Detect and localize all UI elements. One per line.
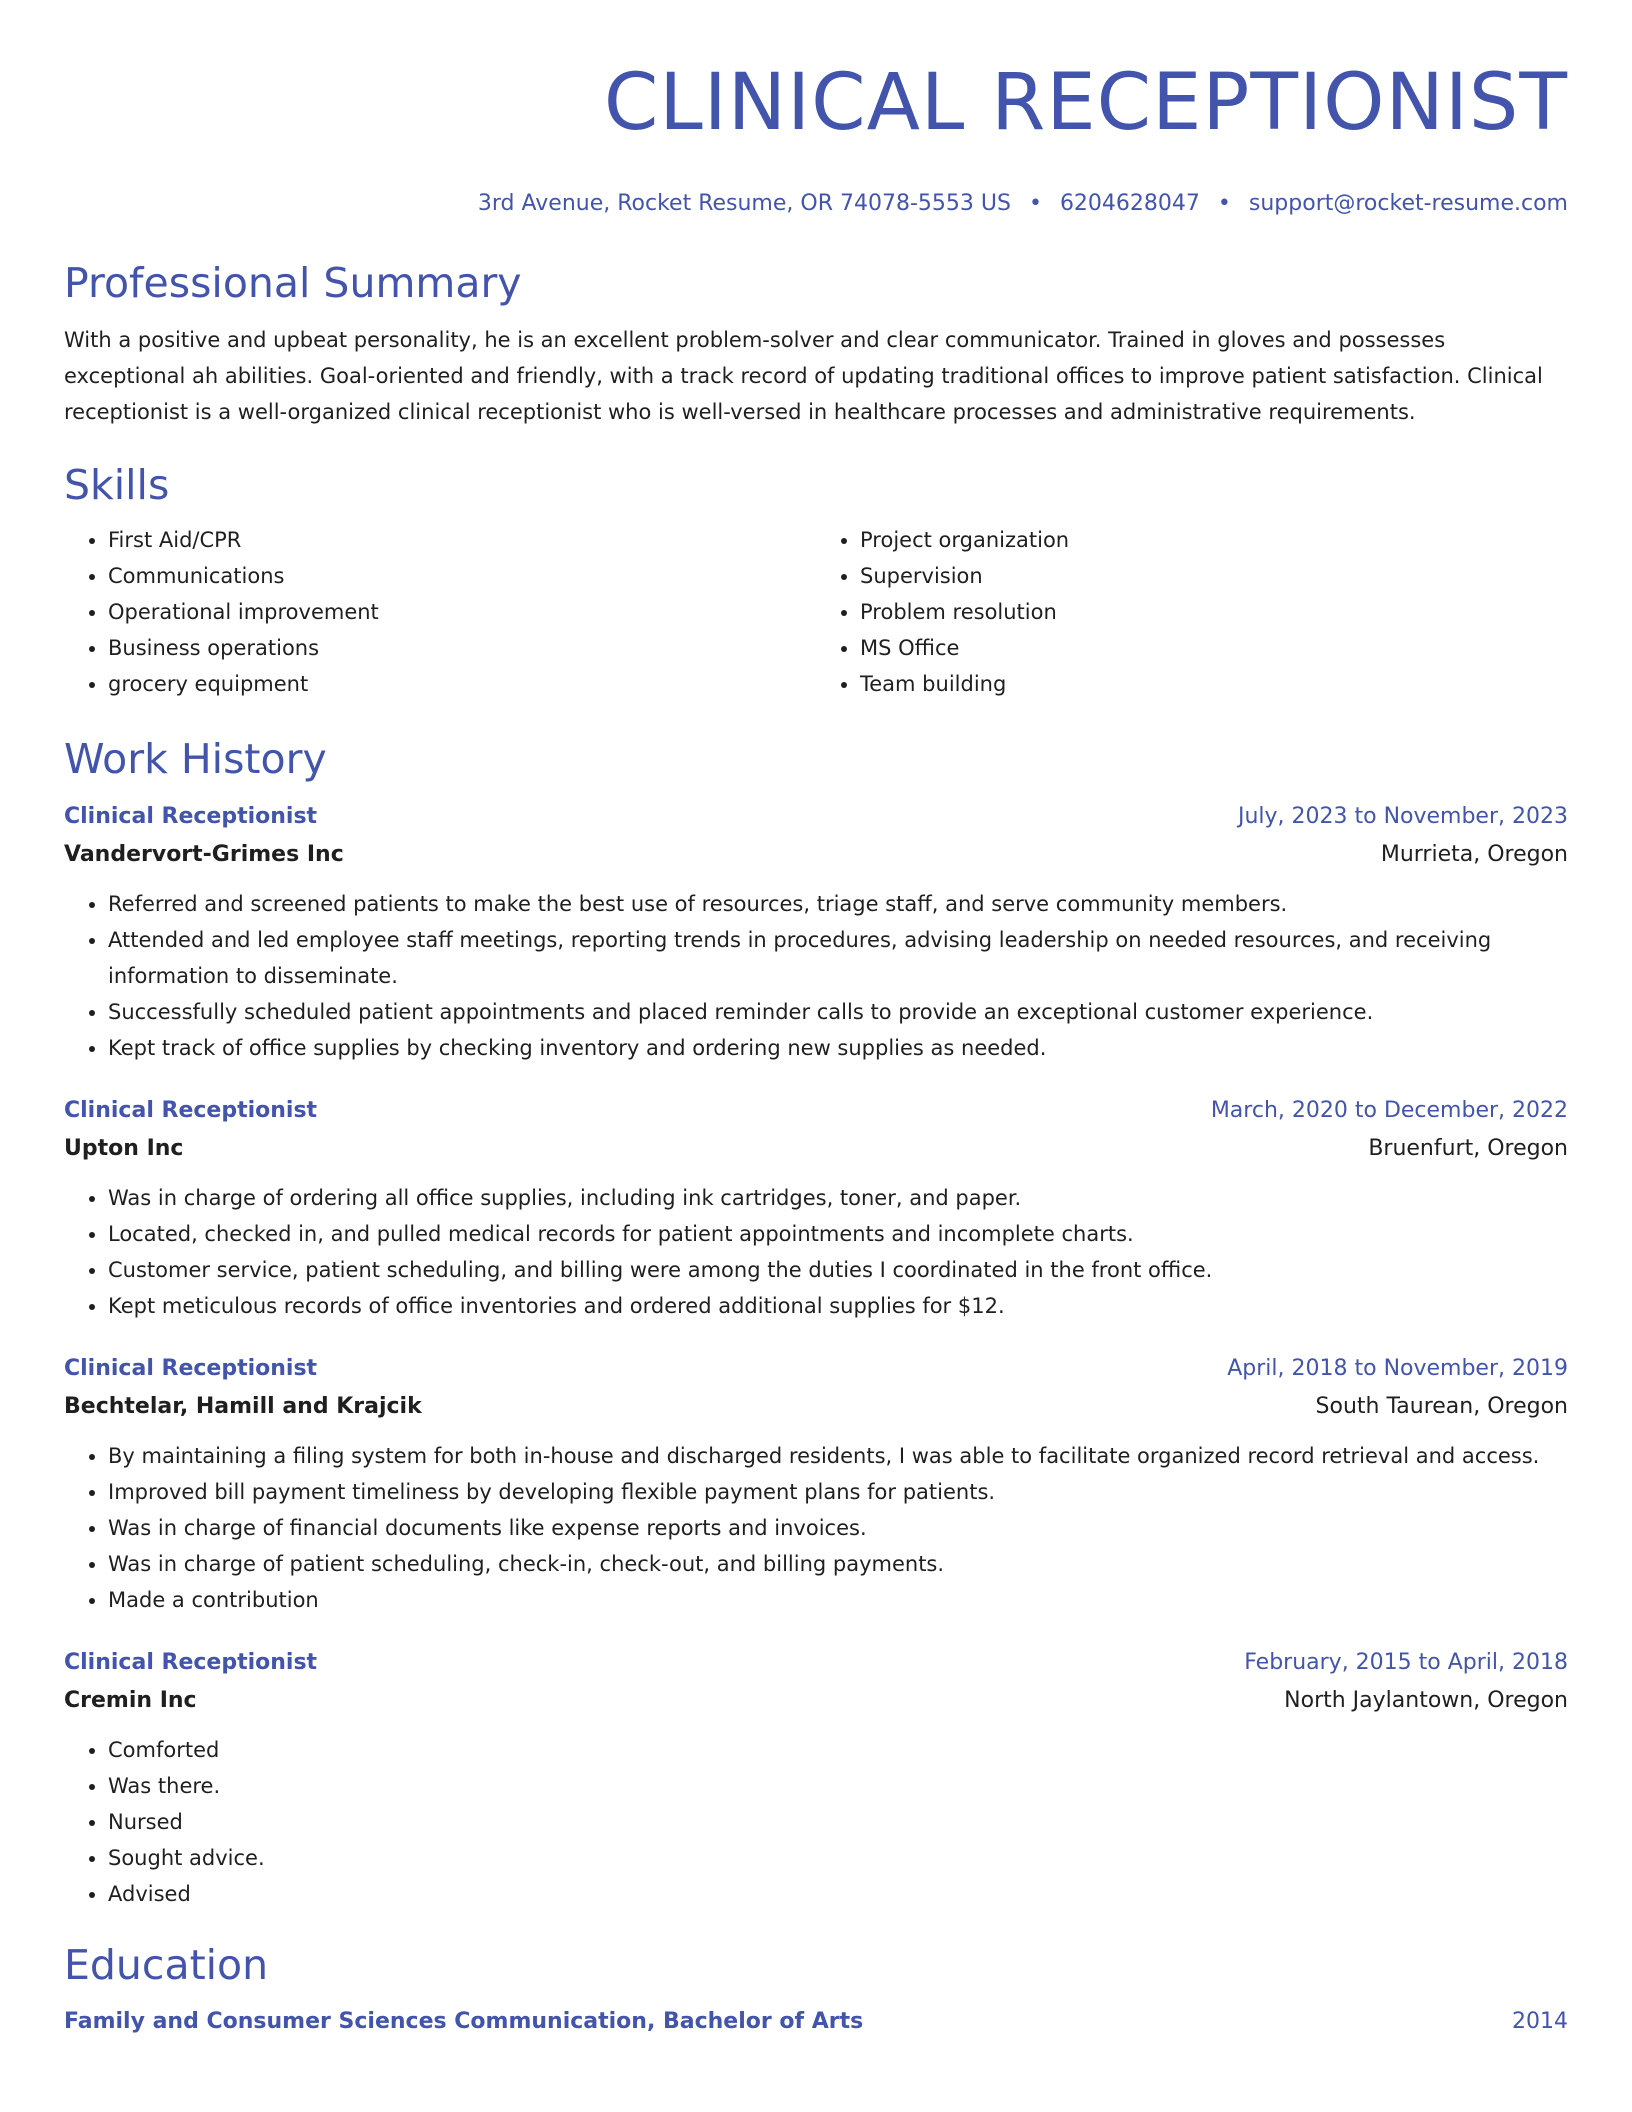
job-bullet: • Located, checked in, and pulled medical records for patient appointments and incomplete charts. xyxy=(108,1216,1568,1252)
job-title: Clinical Receptionist xyxy=(64,1650,318,1675)
job-title: Clinical Receptionist xyxy=(64,804,318,829)
skill-item: • Project organization xyxy=(860,522,1568,558)
skill-item: • Team building xyxy=(860,666,1568,702)
contact-separator: • xyxy=(1217,191,1231,216)
job-entry xyxy=(64,1644,1568,1912)
job-dates: March, 2020 to December, 2022 xyxy=(1210,1098,1568,1123)
summary-text: With a positive and upbeat personality, he is an excellent problem-solver and clear communicator. Trained in gloves and possesses exceptional ah abilities. Goal-oriented and friendly, with a track record of updating traditional offices to improve patient satisfaction. Clinical receptionist is a well-organized clinical receptionist who is well-versed in healthcare processes and administrative requirements. xyxy=(64,328,1543,424)
skill-item: • Business operations xyxy=(108,630,816,666)
education-year: 2014 xyxy=(1512,2009,1568,2034)
job-bullet: • Sought advice. xyxy=(108,1840,1568,1876)
contact-separator: • xyxy=(1028,191,1042,216)
job-company: Cremin Inc xyxy=(64,1688,197,1713)
job-bullets xyxy=(64,1732,1568,1912)
job-company: Upton Inc xyxy=(64,1136,184,1161)
job-bullet: • Was there. xyxy=(108,1768,1568,1804)
job-bullet: • Was in charge of financial documents like expense reports and invoices. xyxy=(108,1510,1568,1546)
skill-item: • grocery equipment xyxy=(108,666,816,702)
skill-item: • First Aid/CPR xyxy=(108,522,816,558)
job-bullet: • Was in charge of patient scheduling, check-in, check-out, and billing payments. xyxy=(108,1546,1568,1582)
job-bullet: • Successfully scheduled patient appointments and placed reminder calls to provide an exceptional customer experience. xyxy=(108,994,1568,1030)
skills-heading: Skills xyxy=(64,461,170,509)
job-dates: February, 2015 to April, 2018 xyxy=(1244,1650,1568,1675)
summary-heading: Professional Summary xyxy=(64,259,522,307)
education-heading: Education xyxy=(64,1941,269,1989)
job-entry xyxy=(64,1350,1568,1618)
skill-item: • MS Office xyxy=(860,630,1568,666)
contact-line xyxy=(64,190,1568,218)
skills-column-left xyxy=(64,522,816,702)
work-history-heading: Work History xyxy=(64,735,327,783)
job-bullet: • Comforted xyxy=(108,1732,1568,1768)
skill-item: • Problem resolution xyxy=(860,594,1568,630)
contact-email[interactable]: support@rocket-resume.com xyxy=(1248,191,1568,216)
job-entry xyxy=(64,798,1568,1066)
job-bullet: • By maintaining a filing system for both in-house and discharged residents, I was able to facilitate organized record retrieval and access. xyxy=(108,1438,1568,1474)
resume-name: CLINICAL RECEPTIONIST xyxy=(603,58,1568,148)
job-bullet: • Customer service, patient scheduling, and billing were among the duties I coordinated in the front office. xyxy=(108,1252,1568,1288)
job-title: Clinical Receptionist xyxy=(64,1098,318,1123)
job-bullet: • Referred and screened patients to make the best use of resources, triage staff, and serve community members. xyxy=(108,886,1568,922)
job-bullet: • Was in charge of ordering all office supplies, including ink cartridges, toner, and paper. xyxy=(108,1180,1568,1216)
job-bullet: • Kept meticulous records of office inventories and ordered additional supplies for $12. xyxy=(108,1288,1568,1324)
job-bullets xyxy=(64,1180,1568,1324)
job-bullet: • Kept track of office supplies by checking inventory and ordering new supplies as needed. xyxy=(108,1030,1568,1066)
job-entry xyxy=(64,1092,1568,1324)
job-location: South Taurean, Oregon xyxy=(1315,1394,1568,1419)
job-location: Murrieta, Oregon xyxy=(1380,842,1568,867)
job-company: Vandervort-Grimes Inc xyxy=(64,842,344,867)
job-title: Clinical Receptionist xyxy=(64,1356,318,1381)
job-company: Bechtelar, Hamill and Krajcik xyxy=(64,1394,422,1419)
job-dates: July, 2023 to November, 2023 xyxy=(1237,804,1568,829)
skill-item: • Communications xyxy=(108,558,816,594)
job-location: Bruenfurt, Oregon xyxy=(1368,1136,1568,1161)
skills-list xyxy=(64,522,1568,702)
skill-item: • Supervision xyxy=(860,558,1568,594)
job-location: North Jaylantown, Oregon xyxy=(1284,1688,1568,1713)
job-dates: April, 2018 to November, 2019 xyxy=(1227,1356,1568,1381)
job-bullets xyxy=(64,1438,1568,1618)
job-bullet: • Improved bill payment timeliness by developing flexible payment plans for patients. xyxy=(108,1474,1568,1510)
job-bullet: • Nursed xyxy=(108,1804,1568,1840)
contact-address: 3rd Avenue, Rocket Resume, OR 74078-5553 US xyxy=(477,191,1011,216)
contact-phone: 6204628047 xyxy=(1059,191,1200,216)
job-bullet: • Advised xyxy=(108,1876,1568,1912)
job-bullet: • Attended and led employee staff meetings, reporting trends in procedures, advising leadership on needed resources, and receiving information to disseminate. xyxy=(108,922,1568,994)
job-bullets xyxy=(64,886,1568,1066)
education-entry xyxy=(64,2004,1568,2040)
skills-column-right xyxy=(816,522,1568,702)
job-bullet: • Made a contribution xyxy=(108,1582,1568,1618)
skill-item: • Operational improvement xyxy=(108,594,816,630)
education-degree: Family and Consumer Sciences Communication, Bachelor of Arts xyxy=(64,2009,864,2034)
